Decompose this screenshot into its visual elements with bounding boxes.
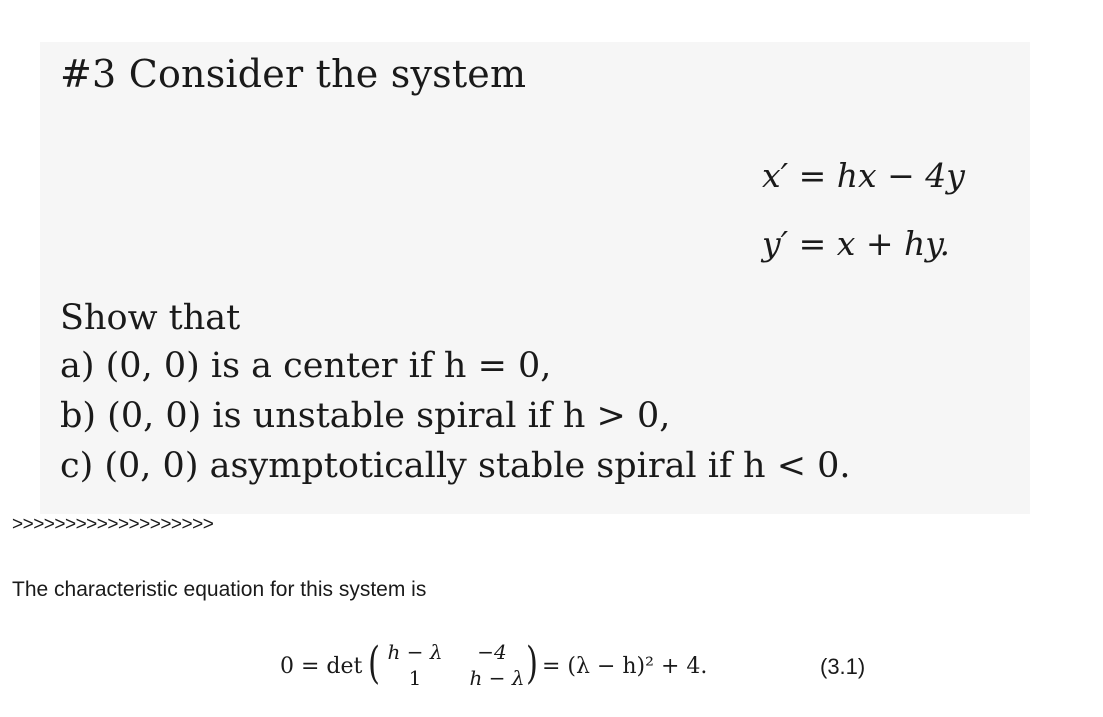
equation-lhs: 0 = det — [280, 654, 363, 679]
item-a: a) (0, 0) is a center if h = 0, — [60, 346, 552, 386]
equation-y-prime: y′ = x + hy. — [762, 224, 951, 263]
equation-number: (3.1) — [820, 654, 866, 679]
item-b: b) (0, 0) is unstable spiral if h > 0, — [60, 396, 671, 436]
matrix-r1c2: −4 — [477, 640, 507, 664]
show-that-label: Show that — [60, 298, 241, 338]
item-c: c) (0, 0) asymptotically stable spiral if h < 0. — [60, 446, 851, 486]
matrix-r2c1: 1 — [408, 666, 422, 690]
solution-caption: The characteristic equation for this system is — [12, 578, 427, 601]
problem-heading: #3 Consider the system — [60, 52, 527, 96]
matrix-r2c2: h − λ — [469, 666, 525, 690]
equation-rhs: = (λ − h)² + 4. — [542, 654, 708, 679]
separator-arrows: >>>>>>>>>>>>>>>>>>> — [12, 514, 214, 535]
matrix-r1c1: h − λ — [387, 640, 443, 664]
right-paren: ) — [526, 638, 539, 689]
problem-statement-box — [40, 42, 1030, 514]
characteristic-equation — [280, 640, 880, 700]
left-paren: ( — [368, 638, 381, 689]
equation-x-prime: x′ = hx − 4y — [762, 156, 965, 195]
